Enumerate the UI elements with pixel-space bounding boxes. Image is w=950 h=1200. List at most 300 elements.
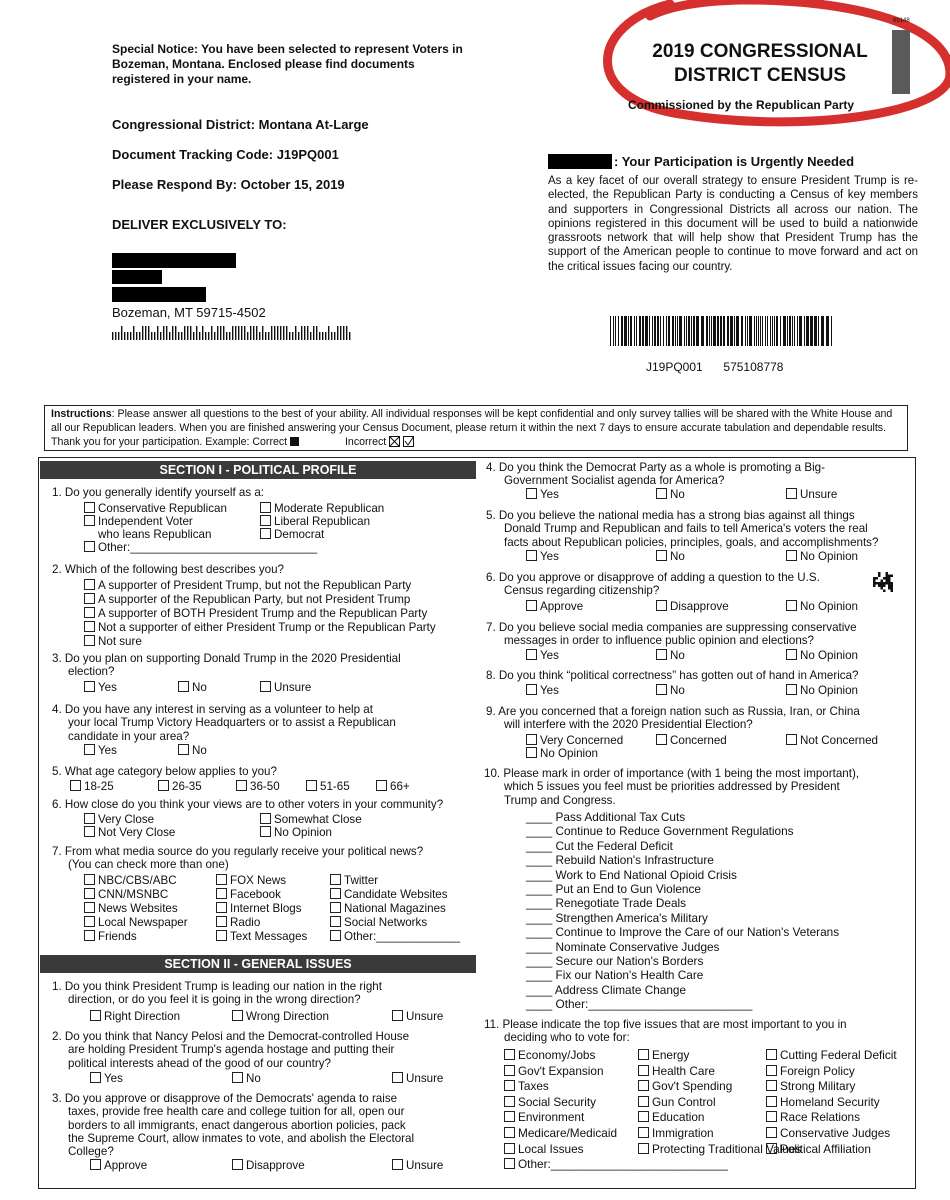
option-checkbox[interactable]: Foreign Policy — [766, 1064, 855, 1080]
barcode-bar — [760, 316, 761, 346]
checkbox-icon[interactable] — [330, 930, 341, 941]
option-checkbox[interactable]: Immigration — [638, 1126, 714, 1142]
postal-bar — [193, 332, 194, 340]
option-checkbox[interactable]: No Opinion — [526, 747, 598, 760]
s1-q5: 5. What age category below applies to you? — [52, 765, 277, 778]
checkbox-icon[interactable] — [84, 607, 95, 618]
checkbox-icon[interactable] — [656, 600, 667, 611]
option-checkbox[interactable]: Economy/Jobs — [504, 1048, 595, 1064]
rank-blank[interactable]: ____ — [526, 997, 556, 1012]
postal-bar — [145, 326, 146, 340]
postal-bar — [187, 326, 188, 340]
option-checkbox[interactable]: Liberal Republican — [260, 515, 370, 528]
option-other[interactable]: Other:_____________ — [330, 930, 460, 943]
option-checkbox[interactable]: Not Very Close — [84, 826, 175, 839]
q9: 9. Are you concerned that a foreign nation such as Russia, Iran, or China will interfere with the 2020 Presidential Election? — [486, 705, 860, 732]
barcode-bar — [730, 316, 733, 346]
checkbox-icon[interactable] — [216, 902, 227, 913]
option-checkbox[interactable]: Unsure — [260, 681, 311, 694]
option-checkbox[interactable]: Not a supporter of either President Trump or the Republican Party — [84, 621, 436, 634]
checkbox-icon[interactable] — [766, 1080, 777, 1091]
rank-blank[interactable]: ____ — [526, 896, 556, 911]
rank-blank[interactable]: ____ — [526, 910, 556, 925]
checkbox-icon[interactable] — [158, 780, 169, 791]
checkbox-icon[interactable] — [216, 888, 227, 899]
checkbox-icon[interactable] — [786, 600, 797, 611]
checkbox-icon[interactable] — [526, 747, 537, 758]
option-other[interactable]: Other:_____________________________ — [84, 541, 317, 554]
priority-label: Address Climate Change — [554, 982, 687, 997]
checkbox-icon[interactable] — [526, 684, 537, 695]
rank-blank[interactable]: ____ — [526, 882, 556, 897]
barcode-bar — [621, 316, 623, 346]
rank-blank[interactable]: ____ — [526, 968, 556, 983]
option-checkbox[interactable]: Not sure — [84, 635, 142, 648]
postal-bar — [349, 332, 350, 340]
option-checkbox[interactable]: Race Relations — [766, 1110, 860, 1126]
checkbox-icon[interactable] — [306, 780, 317, 791]
option-checkbox[interactable]: Facebook — [216, 888, 281, 901]
barcode-bar — [818, 316, 819, 346]
postal-bar — [337, 326, 338, 340]
option-checkbox[interactable]: Somewhat Close — [260, 813, 362, 826]
checkbox-icon[interactable] — [232, 1072, 243, 1083]
checkbox-icon[interactable] — [766, 1127, 777, 1138]
barcode-bar — [767, 316, 768, 346]
postal-bar — [277, 326, 278, 340]
s1-q1: 1. Do you generally identify yourself as a: — [52, 486, 265, 499]
postal-bar — [247, 332, 248, 340]
checkbox-icon[interactable] — [84, 930, 95, 941]
checkbox-icon[interactable] — [638, 1111, 649, 1122]
postal-bar — [325, 332, 326, 340]
checkbox-icon[interactable] — [786, 550, 797, 561]
checkbox-icon[interactable] — [504, 1127, 515, 1138]
barcode-bar — [720, 316, 722, 346]
checkbox-icon[interactable] — [766, 1111, 777, 1122]
option-checkbox[interactable]: 36-50 — [236, 780, 280, 793]
checkbox-icon[interactable] — [638, 1049, 649, 1060]
option-checkbox[interactable]: Yes — [526, 649, 559, 662]
option-checkbox[interactable]: Gun Control — [638, 1095, 716, 1111]
checkbox-icon[interactable] — [656, 649, 667, 660]
checkbox-icon[interactable] — [84, 579, 95, 590]
priority-item[interactable] — [526, 940, 906, 954]
option-checkbox[interactable]: Environment — [504, 1110, 584, 1126]
checkbox-icon[interactable] — [330, 916, 341, 927]
checkbox-icon[interactable] — [392, 1159, 403, 1170]
priority-list — [526, 810, 906, 1012]
postal-bar — [127, 332, 128, 340]
option-checkbox[interactable]: FOX News — [216, 874, 286, 887]
option-checkbox[interactable]: Health Care — [638, 1064, 715, 1080]
qr-cell — [883, 582, 886, 585]
postal-bar — [292, 332, 293, 340]
option-checkbox[interactable]: Unsure — [392, 1072, 443, 1085]
option-checkbox[interactable]: Taxes — [504, 1079, 549, 1095]
checkbox-icon[interactable] — [84, 621, 95, 632]
checkbox-icon[interactable] — [84, 874, 95, 885]
barcode-bar — [756, 316, 757, 346]
option-checkbox[interactable]: Yes — [526, 684, 559, 697]
barcode-bar — [787, 316, 788, 346]
qr-cell — [891, 585, 894, 588]
priority-item[interactable] — [526, 868, 906, 882]
option-checkbox[interactable]: No — [656, 488, 685, 501]
option-checkbox[interactable]: A supporter of President Trump, but not the Republican Party — [84, 579, 411, 592]
postal-bar — [199, 332, 200, 340]
checkbox-icon[interactable] — [786, 488, 797, 499]
option-checkbox[interactable]: Twitter — [330, 874, 378, 887]
checkbox-icon[interactable] — [504, 1143, 515, 1154]
s1-q6: 6. How close do you think your views are to other voters in your community? — [52, 798, 444, 811]
option-checkbox[interactable]: Concerned — [656, 734, 727, 747]
checkbox-icon[interactable] — [84, 902, 95, 913]
option-checkbox[interactable]: Local Issues — [504, 1142, 584, 1158]
checkbox-icon[interactable] — [216, 874, 227, 885]
checkbox-icon[interactable] — [786, 734, 797, 745]
checkbox-icon[interactable] — [330, 888, 341, 899]
option-checkbox[interactable]: National Magazines — [330, 902, 446, 915]
checkbox-icon[interactable] — [638, 1080, 649, 1091]
option-checkbox[interactable]: 26-35 — [158, 780, 202, 793]
postal-bar — [253, 326, 254, 340]
barcode-bar — [610, 316, 611, 346]
postal-bar — [211, 326, 212, 340]
checkbox-icon[interactable] — [84, 515, 95, 526]
qr-cell — [873, 577, 876, 580]
option-checkbox[interactable]: Social Networks — [330, 916, 427, 929]
option-checkbox[interactable]: Wrong Direction — [232, 1010, 329, 1023]
priority-item[interactable] — [526, 911, 906, 925]
option-checkbox[interactable]: Local Newspaper — [84, 916, 188, 929]
option-checkbox[interactable]: CNN/MSNBC — [84, 888, 168, 901]
checkbox-icon[interactable] — [526, 649, 537, 660]
checkbox-icon[interactable] — [504, 1065, 515, 1076]
option-checkbox[interactable]: No — [656, 684, 685, 697]
checkbox-icon[interactable] — [84, 635, 95, 646]
option-checkbox[interactable]: Radio — [216, 916, 260, 929]
checkbox-icon[interactable] — [656, 488, 667, 499]
option-checkbox[interactable]: Homeland Security — [766, 1095, 880, 1111]
option-checkbox[interactable]: Disapprove — [656, 600, 729, 613]
rank-blank[interactable]: ____ — [526, 853, 556, 868]
write-in-line[interactable]: _____________ — [376, 930, 461, 943]
option-checkbox[interactable]: Independent Voter — [84, 515, 193, 528]
rank-blank[interactable]: ____ — [526, 867, 556, 882]
qr-cell — [878, 575, 881, 578]
checkbox-icon[interactable] — [84, 681, 95, 692]
priority-item[interactable] — [526, 968, 906, 982]
instructions-text: : Please answer all questions to the best of your ability. All individual responses will be kept confidential and only survey tallies will be shared with the White House and all our Republican leaders. When you are finished answering your Census Document, please return it within the next 7 days to ensure accurate tabulation and dependable results. Thank you for your participation. Example: — [51, 408, 893, 448]
postal-bar — [157, 326, 158, 340]
option-checkbox[interactable]: Energy — [638, 1048, 689, 1064]
barcode-bar — [799, 316, 802, 346]
postal-bar — [163, 326, 164, 340]
option-checkbox[interactable]: Unsure — [392, 1010, 443, 1023]
priority-label: Continue to Improve the Care of our Nation's Veterans — [555, 925, 840, 940]
barcode-bar — [691, 316, 692, 346]
postal-bar — [307, 326, 308, 340]
checkbox-icon[interactable] — [504, 1111, 515, 1122]
serial-number: 575108778 — [723, 360, 784, 374]
barcode-bar — [810, 316, 813, 346]
checkbox-icon[interactable] — [638, 1127, 649, 1138]
option-checkbox[interactable]: Moderate Republican — [260, 502, 384, 515]
checkbox-icon[interactable] — [504, 1158, 515, 1169]
checkbox-icon[interactable] — [84, 593, 95, 604]
barcode-bar — [770, 316, 771, 346]
postal-bar — [172, 326, 173, 340]
checkbox-icon[interactable] — [786, 649, 797, 660]
priority-item[interactable] — [526, 810, 906, 824]
checkbox-icon[interactable] — [504, 1080, 515, 1091]
checkbox-icon[interactable] — [84, 541, 95, 552]
barcode-bar — [821, 316, 824, 346]
option-checkbox[interactable]: No — [656, 550, 685, 563]
postal-bar — [214, 332, 215, 340]
checkbox-icon[interactable] — [656, 550, 667, 561]
rank-blank[interactable]: ____ — [526, 925, 556, 940]
option-checkbox[interactable]: Right Direction — [90, 1010, 180, 1023]
rank-blank[interactable]: ____ — [526, 838, 556, 853]
postal-bar — [130, 332, 131, 340]
s1-q3: 3. Do you plan on supporting Donald Trump in the 2020 Presidential election? — [52, 652, 401, 679]
priority-item[interactable] — [526, 925, 906, 939]
postal-bar — [259, 332, 260, 340]
barcode-bar — [693, 316, 695, 346]
urgent-heading: : Your Participation is Urgently Needed — [614, 154, 855, 169]
barcode-bar — [789, 316, 791, 346]
checkbox-icon[interactable] — [90, 1010, 101, 1021]
priority-item[interactable] — [526, 824, 906, 838]
qr-cell — [878, 582, 881, 585]
barcode-bar — [679, 316, 682, 346]
example-correct-label: Correct — [252, 436, 288, 448]
priority-item[interactable] — [526, 983, 906, 997]
priority-item[interactable] — [526, 853, 906, 867]
option-checkbox[interactable]: 18-25 — [70, 780, 114, 793]
barcode-bar — [727, 316, 729, 346]
checkbox-icon[interactable] — [70, 780, 81, 791]
priority-item[interactable] — [526, 997, 906, 1011]
checkbox-icon[interactable] — [216, 916, 227, 927]
option-checkbox[interactable]: Other:___________________________ — [504, 1157, 728, 1173]
rank-blank[interactable]: ____ — [526, 824, 556, 839]
qr-cell — [888, 582, 891, 585]
barcode-bar — [783, 316, 786, 346]
checkbox-icon[interactable] — [178, 681, 189, 692]
option-checkbox[interactable]: Yes — [90, 1072, 123, 1085]
option-checkbox[interactable]: Gov't Expansion — [504, 1064, 604, 1080]
qr-cell — [876, 582, 879, 585]
rank-blank[interactable]: ____ — [526, 982, 555, 997]
option-checkbox[interactable]: Gov't Spending — [638, 1079, 732, 1095]
priority-label: Secure our Nation's Borders — [555, 954, 704, 969]
barcode-bar — [814, 316, 817, 346]
checkbox-icon[interactable] — [260, 528, 271, 539]
q10: 10. Please mark in order of importance (with 1 being the most important), which 5 issues you feel must be priorities addressed by President Trump and Congress. — [484, 767, 860, 807]
postal-bar — [280, 326, 281, 340]
option-checkbox[interactable]: A supporter of the Republican Party, but not President Trump — [84, 593, 410, 606]
option-checkbox[interactable]: Not Concerned — [786, 734, 878, 747]
option-checkbox[interactable]: Strong Military — [766, 1079, 855, 1095]
checkbox-icon[interactable] — [638, 1065, 649, 1076]
checkbox-icon[interactable] — [84, 813, 95, 824]
document-codes — [646, 360, 783, 374]
write-in-line[interactable]: _________________________ — [588, 997, 753, 1012]
option-checkbox[interactable]: No Opinion — [786, 550, 858, 563]
checkbox-icon[interactable] — [260, 515, 271, 526]
option-checkbox[interactable]: Protecting Traditional Values — [638, 1142, 801, 1158]
checkbox-icon[interactable] — [232, 1010, 243, 1021]
option-checkbox[interactable]: 51-65 — [306, 780, 350, 793]
priority-item[interactable] — [526, 882, 906, 896]
checkbox-icon[interactable] — [84, 826, 95, 837]
option-checkbox[interactable]: Medicare/Medicaid — [504, 1126, 617, 1142]
priority-label: Rebuild Nation's Infrastructure — [555, 853, 714, 868]
checkbox-icon[interactable] — [766, 1065, 777, 1076]
option-checkbox[interactable]: Approve — [526, 600, 583, 613]
option-checkbox[interactable]: No — [656, 649, 685, 662]
option-checkbox[interactable]: Very Concerned — [526, 734, 623, 747]
checkbox-icon[interactable] — [656, 684, 667, 695]
option-checkbox[interactable]: Yes — [526, 488, 559, 501]
checkbox-icon[interactable] — [90, 1072, 101, 1083]
checkbox-icon[interactable] — [90, 1159, 101, 1170]
checkbox-icon[interactable] — [84, 744, 95, 755]
option-checkbox[interactable]: Yes — [84, 681, 117, 694]
checkbox-icon[interactable] — [260, 681, 271, 692]
option-checkbox[interactable]: No Opinion — [786, 600, 858, 613]
rank-blank[interactable]: ____ — [526, 810, 556, 824]
barcode-bar — [706, 316, 708, 346]
option-continuation: who leans Republican — [98, 528, 212, 541]
barcode-bar — [792, 316, 793, 346]
option-checkbox[interactable]: Disapprove — [232, 1159, 305, 1172]
priority-item[interactable] — [526, 896, 906, 910]
option-checkbox[interactable]: No — [178, 681, 207, 694]
checkbox-icon[interactable] — [216, 930, 227, 941]
postal-bar — [304, 326, 305, 340]
checkbox-icon[interactable] — [638, 1143, 649, 1154]
qr-cell — [891, 582, 894, 585]
priority-item[interactable] — [526, 839, 906, 853]
checkbox-icon[interactable] — [526, 734, 537, 745]
option-checkbox[interactable]: Political Affiliation — [766, 1142, 871, 1158]
option-checkbox[interactable]: News Websites — [84, 902, 178, 915]
option-checkbox[interactable]: Cutting Federal Deficit — [766, 1048, 897, 1064]
qr-cell — [881, 585, 884, 588]
option-checkbox[interactable]: Unsure — [392, 1159, 443, 1172]
redaction-bar — [112, 287, 206, 302]
option-checkbox[interactable]: NBC/CBS/ABC — [84, 874, 177, 887]
postal-bar — [268, 332, 269, 340]
checkbox-icon[interactable] — [84, 502, 95, 513]
checkbox-icon[interactable] — [260, 502, 271, 513]
option-checkbox[interactable]: Conservative Republican — [84, 502, 227, 515]
checkbox-icon[interactable] — [330, 874, 341, 885]
priority-item[interactable] — [526, 954, 906, 968]
option-checkbox[interactable]: Unsure — [786, 488, 837, 501]
postal-bar — [283, 326, 284, 340]
option-checkbox[interactable]: Yes — [84, 744, 117, 757]
barcode-bar — [624, 316, 627, 346]
checkbox-icon[interactable] — [178, 744, 189, 755]
barcode-bar — [634, 316, 635, 346]
checkbox-icon[interactable] — [504, 1049, 515, 1060]
barcode-bar — [713, 316, 716, 346]
checkbox-icon[interactable] — [392, 1010, 403, 1021]
q11: 11. Please indicate the top five issues that are most important to you in deciding who to vote for: — [484, 1018, 847, 1045]
option-checkbox[interactable]: No — [232, 1072, 261, 1085]
checkbox-icon[interactable] — [786, 684, 797, 695]
checkbox-icon[interactable] — [656, 734, 667, 745]
checkbox-icon[interactable] — [330, 902, 341, 913]
option-checkbox[interactable]: Democrat — [260, 528, 324, 541]
option-checkbox[interactable]: Yes — [526, 550, 559, 563]
checkbox-icon[interactable] — [84, 916, 95, 927]
checkbox-icon[interactable] — [526, 550, 537, 561]
option-checkbox[interactable]: Text Messages — [216, 930, 307, 943]
option-checkbox[interactable]: Social Security — [504, 1095, 596, 1111]
checkbox-icon[interactable] — [260, 813, 271, 824]
example-incorrect-label: Incorrect — [344, 436, 387, 448]
option-checkbox[interactable]: A supporter of BOTH President Trump and the Republican Party — [84, 607, 427, 620]
checkbox-icon[interactable] — [84, 888, 95, 899]
option-checkbox[interactable]: No Opinion — [786, 684, 858, 697]
rank-blank[interactable]: ____ — [526, 939, 556, 954]
checkbox-icon[interactable] — [526, 488, 537, 499]
postal-bar — [136, 332, 137, 340]
checkbox-icon[interactable] — [504, 1096, 515, 1107]
write-in-line[interactable]: ___________________________ — [550, 1157, 728, 1172]
option-checkbox[interactable]: Candidate Websites — [330, 888, 448, 901]
postal-bar — [169, 332, 170, 340]
checkbox-icon[interactable] — [376, 780, 387, 791]
option-checkbox[interactable]: Internet Blogs — [216, 902, 302, 915]
postal-bar — [232, 326, 233, 340]
postal-bar — [328, 326, 329, 340]
option-checkbox[interactable]: Approve — [90, 1159, 147, 1172]
rank-blank[interactable]: ____ — [526, 954, 556, 969]
write-in-line[interactable]: _____________________________ — [130, 541, 318, 554]
option-checkbox[interactable]: No Opinion — [260, 826, 332, 839]
option-checkbox[interactable]: Education — [638, 1110, 704, 1126]
dark-tab-marker — [892, 30, 910, 94]
checkbox-icon[interactable] — [766, 1049, 777, 1060]
option-checkbox[interactable]: Friends — [84, 930, 137, 943]
checkbox-icon[interactable] — [232, 1159, 243, 1170]
postal-bar — [262, 326, 263, 340]
option-checkbox[interactable]: No Opinion — [786, 649, 858, 662]
option-checkbox[interactable]: 66+ — [376, 780, 410, 793]
checkbox-icon[interactable] — [260, 826, 271, 837]
checkbox-icon[interactable] — [766, 1096, 777, 1107]
checkbox-icon[interactable] — [392, 1072, 403, 1083]
checkbox-icon[interactable] — [526, 600, 537, 611]
priority-label: Strengthen America's Military — [555, 910, 708, 925]
option-checkbox[interactable]: Conservative Judges — [766, 1126, 890, 1142]
barcode-bar — [701, 316, 704, 346]
checkbox-icon[interactable] — [766, 1143, 777, 1154]
postal-bar — [223, 326, 224, 340]
checkbox-icon[interactable] — [638, 1096, 649, 1107]
option-checkbox[interactable]: Very Close — [84, 813, 154, 826]
checkbox-icon[interactable] — [236, 780, 247, 791]
option-checkbox[interactable]: No — [178, 744, 207, 757]
postal-bar — [301, 326, 302, 340]
